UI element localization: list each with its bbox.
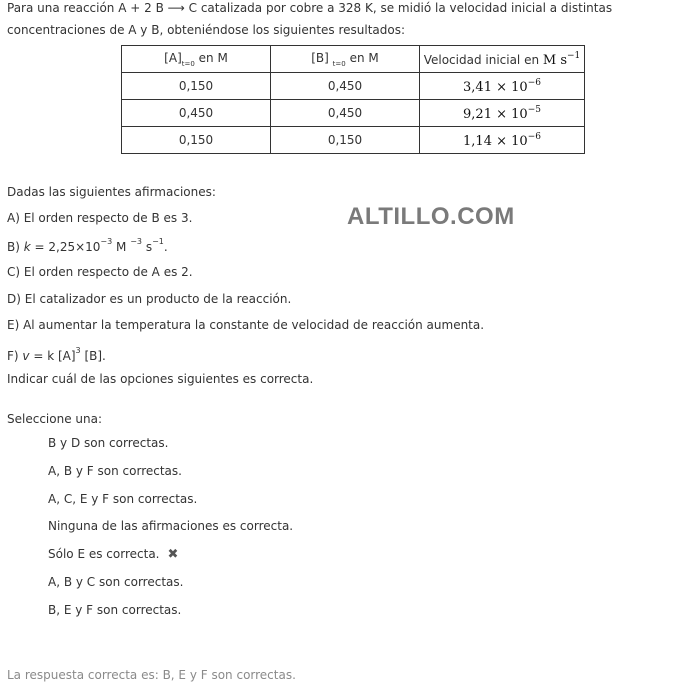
answer-option-4[interactable]: Ninguna de las afirmaciones es correcta. <box>48 519 294 533</box>
statements-title: Dadas las siguientes afirmaciones: <box>7 185 216 199</box>
header-conc-a: $[A]_{t=0}$ en M <box>122 46 271 73</box>
cell-velocity: $3,41 \times 10^{-6}$ <box>420 73 585 100</box>
statement-b: B) $k = 2,25\times 10^{-3}$ M $^{-3}$ $s^{-1}$. <box>7 237 168 254</box>
question-text: Indicar cuál de las opciones siguientes es correcta. <box>7 372 314 386</box>
table-row <box>122 100 585 127</box>
answer-option-5-label: Sólo E es correcta. <box>48 547 160 561</box>
select-prompt: Seleccione una: <box>7 412 102 426</box>
statement-e: E) Al aumentar la temperatura la constante de velocidad de reacción aumenta. <box>7 318 485 332</box>
cell-conc-b: 0,450 <box>271 100 420 127</box>
reaction-arrow: ⟶ <box>167 1 185 15</box>
correct-answer-feedback: La respuesta correcta es: B, E y F son correctas. <box>7 668 296 682</box>
cell-conc-a: 0,150 <box>122 73 271 100</box>
cell-conc-a: 0,150 <box>122 127 271 154</box>
answer-option-2[interactable]: A, B y F son correctas. <box>48 464 182 478</box>
results-table <box>121 45 585 154</box>
cell-velocity: $9,21 \times 10^{-5}$ <box>420 100 585 127</box>
cell-conc-a: 0,450 <box>122 100 271 127</box>
cell-velocity: $1,14 \times 10^{-6}$ <box>420 127 585 154</box>
statement-d: D) El catalizador es un producto de la reacción. <box>7 292 292 306</box>
cell-conc-b: 0,450 <box>271 73 420 100</box>
answer-option-6[interactable]: A, B y C son correctas. <box>48 575 184 589</box>
incorrect-icon: ✖ <box>167 547 179 562</box>
header-conc-b: [B] $_{t=0}$ en M <box>271 46 420 73</box>
watermark-logo: ALTILLO.COM <box>347 203 515 230</box>
answer-option-1[interactable]: B y D son correctas. <box>48 436 169 450</box>
answer-option-7[interactable]: B, E y F son correctas. <box>48 603 182 617</box>
answer-option-5[interactable] <box>48 547 178 562</box>
statement-a: A) El orden respecto de B es 3. <box>7 211 193 225</box>
table-row <box>122 127 585 154</box>
statement-c: C) El orden respecto de A es 2. <box>7 265 193 279</box>
cell-conc-b: 0,150 <box>271 127 420 154</box>
statement-f: F) v = k $[A]^3$ [B]. <box>7 346 106 363</box>
header-velocity: Velocidad inicial en M $s^{-1}$ <box>420 46 585 73</box>
table-header-row <box>122 46 585 73</box>
answer-option-3[interactable]: A, C, E y F son correctas. <box>48 492 198 506</box>
table-row <box>122 73 585 100</box>
question-intro: Para una reacción A + 2 B ⟶ C catalizada por cobre a 328 K, se midió la velocidad inicial a distintas concentraciones de A y B, obteniéndose los siguientes resultados: <box>7 1 613 37</box>
